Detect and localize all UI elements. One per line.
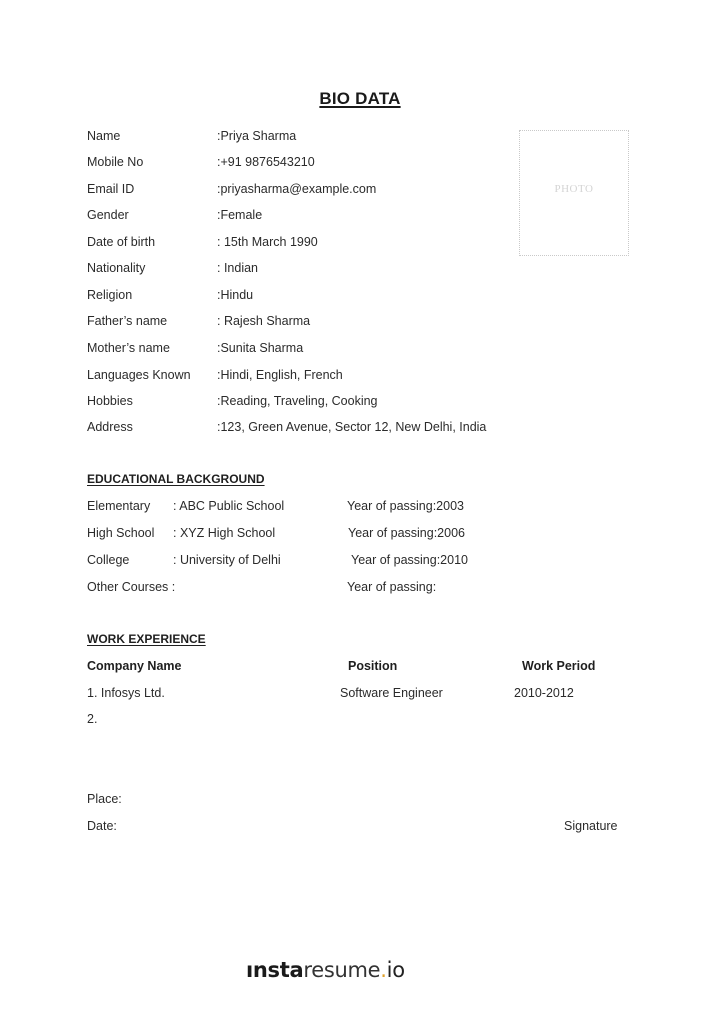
label-hobbies: Hobbies [87,394,133,408]
label-father-name: Father’s name [87,314,168,328]
column-header-period: Work Period [522,659,596,673]
edu-institution: : XYZ High School [173,526,276,540]
page-title [0,89,720,109]
value-religion: :Hindu [217,288,254,302]
column-header-position: Position [348,659,398,673]
edu-level: High School [87,526,155,540]
label-address: Address [87,420,133,434]
value-nationality: : Indian [217,261,259,275]
place-label: Place: [87,792,122,806]
value-gender: :Female [217,208,263,222]
photo-placeholder [519,130,629,256]
logo-io: io [386,958,405,982]
work-position: Software Engineer [340,686,443,700]
edu-level: College [87,553,130,567]
column-header-company: Company Name [87,659,182,673]
edu-institution: : University of Delhi [173,553,281,567]
logo-dot: . [380,958,387,982]
logo-resume: resume [303,958,381,982]
value-name: :Priya Sharma [217,129,297,143]
value-mobile: :+91 9876543210 [217,155,315,169]
education-heading: EDUCATIONAL BACKGROUND [87,472,265,486]
value-languages: :Hindi, English, French [217,368,343,382]
label-nationality: Nationality [87,261,146,275]
value-dob: : 15th March 1990 [217,235,318,249]
edu-level: Elementary [87,499,151,513]
label-gender: Gender [87,208,129,222]
title-text: BIO DATA [319,89,401,108]
work-company: 1. Infosys Ltd. [87,686,165,700]
label-dob: Date of birth [87,235,156,249]
logo-insta: ınsta [246,958,304,982]
signature-label: Signature [564,819,618,833]
work-company: 2. [87,712,98,726]
value-hobbies: :Reading, Traveling, Cooking [217,394,378,408]
label-religion: Religion [87,288,133,302]
label-email: Email ID [87,182,135,196]
photo-label: PHOTO [554,183,594,195]
label-languages: Languages Known [87,368,191,382]
value-email: :priyasharma@example.com [217,182,377,196]
label-name: Name [87,129,121,143]
label-mother-name: Mother’s name [87,341,170,355]
work-period: 2010-2012 [514,686,574,700]
edu-level: Other Courses : [87,580,176,594]
edu-institution: : ABC Public School [173,499,285,513]
edu-year: Year of passing:2003 [347,499,464,513]
date-label: Date: [87,819,117,833]
value-address: :123, Green Avenue, Sector 12, New Delhi, India [217,420,487,434]
value-mother-name: :Sunita Sharma [217,341,304,355]
instaresume-logo [246,958,405,982]
edu-year: Year of passing: [347,580,437,594]
edu-year: Year of passing:2006 [348,526,465,540]
value-father-name: : Rajesh Sharma [217,314,311,328]
edu-year: Year of passing:2010 [351,553,468,567]
work-heading: WORK EXPERIENCE [87,632,206,646]
label-mobile: Mobile No [87,155,144,169]
